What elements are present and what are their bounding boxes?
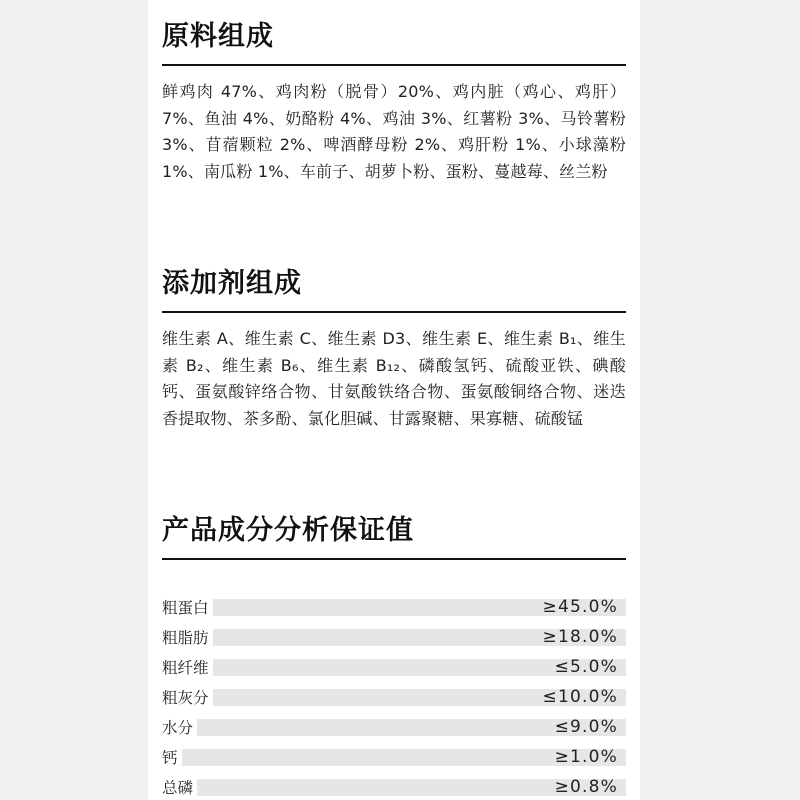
- analysis-row-name: 粗灰分: [162, 686, 213, 708]
- analysis-section: [162, 514, 626, 800]
- additives-text: 维生素 A、维生素 C、维生素 D3、维生素 E、维生素 B₁、维生素 B₂、维生素 B₆、维生素 B₁₂、磷酸氢钙、硫酸亚铁、碘酸钙、蛋氨酸锌络合物、甘氨酸铁络合物、蛋氨酸铜络合物、迷迭香提取物、茶多酚、氯化胆碱、甘露聚糖、果寡糖、硫酸锰: [162, 329, 626, 428]
- analysis-row-value: ≤10.0%: [542, 687, 618, 707]
- analysis-row-value: ≤5.0%: [554, 657, 618, 677]
- analysis-row-value: ≤9.0%: [554, 717, 618, 737]
- analysis-row-crude-protein: [162, 592, 626, 622]
- analysis-row-value: ≥0.8%: [554, 777, 618, 797]
- analysis-row-moisture: [162, 712, 626, 742]
- additives-section: [162, 267, 626, 432]
- analysis-row-name: 粗脂肪: [162, 626, 213, 648]
- analysis-row-value: ≥1.0%: [554, 747, 618, 767]
- analysis-row-name: 钙: [162, 746, 182, 768]
- analysis-row-name: 粗纤维: [162, 656, 213, 678]
- analysis-row-value: ≥45.0%: [542, 597, 618, 617]
- raw-materials-text: 鲜鸡肉 47%、鸡肉粉（脱骨）20%、鸡内脏（鸡心、鸡肝）7%、鱼油 4%、奶酪粉 4%、鸡油 3%、红薯粉 3%、马铃薯粉 3%、苜蓿颗粒 2%、啤酒酵母粉 2%、鸡肝粉 1%、小球藻粉 1%、南瓜粉 1%、车前子、胡萝卜粉、蛋粉、蔓越莓、丝兰粉: [162, 82, 626, 181]
- analysis-row-crude-fiber: [162, 652, 626, 682]
- analysis-heading: 产品成分分析保证值: [162, 514, 626, 560]
- analysis-row-value: ≥18.0%: [542, 627, 618, 647]
- analysis-row-crude-ash: [162, 682, 626, 712]
- analysis-row-calcium: [162, 742, 626, 772]
- raw-materials-section: [162, 20, 626, 185]
- analysis-row-total-phosphorus: [162, 772, 626, 800]
- analysis-row-name: 总磷: [162, 776, 197, 798]
- additives-heading: 添加剂组成: [162, 267, 626, 313]
- raw-materials-heading: 原料组成: [162, 20, 626, 66]
- analysis-row-crude-fat: [162, 622, 626, 652]
- ingredient-sheet: [148, 0, 640, 800]
- analysis-row-name: 水分: [162, 716, 197, 738]
- analysis-row-name: 粗蛋白: [162, 596, 213, 618]
- analysis-table: [162, 592, 626, 800]
